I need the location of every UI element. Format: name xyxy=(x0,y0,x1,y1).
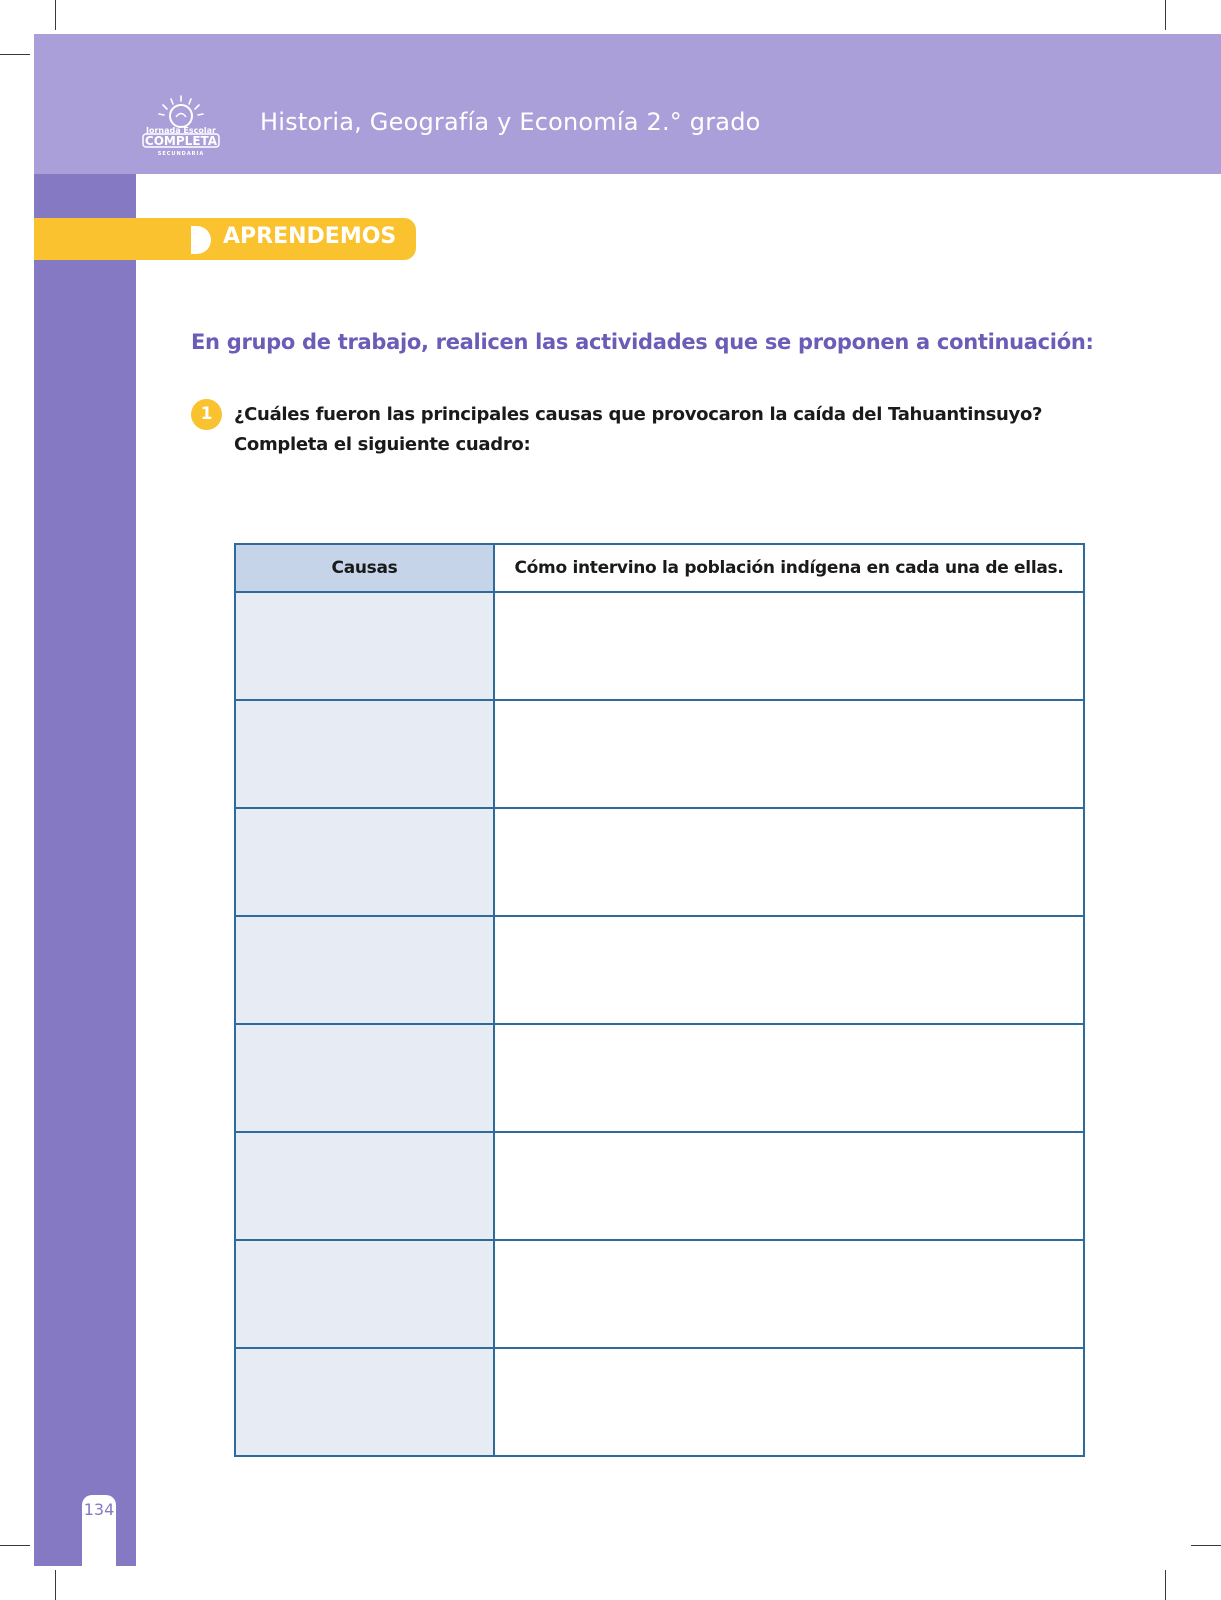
logo-line2: COMPLETA xyxy=(144,134,218,148)
causes-table xyxy=(234,543,1085,1457)
crop-mark xyxy=(1165,0,1166,30)
table-row xyxy=(235,1024,1084,1132)
cause-cell[interactable] xyxy=(235,1024,494,1132)
crop-mark xyxy=(0,54,30,55)
instruction-text: En grupo de trabajo, realicen las actividades que se proponen a continuación: xyxy=(191,330,1094,354)
question-text: ¿Cuáles fueron las principales causas que provocaron la caída del Tahuantinsuyo? Completa el siguiente cuadro: xyxy=(234,404,1043,455)
logo-line3: SECUNDARIA xyxy=(157,151,205,157)
table-row xyxy=(235,700,1084,808)
table-row xyxy=(235,1132,1084,1240)
table-row xyxy=(235,916,1084,1024)
jornada-escolar-completa-logo xyxy=(140,94,222,158)
answer-cell[interactable] xyxy=(494,1132,1084,1240)
answer-cell[interactable] xyxy=(494,1240,1084,1348)
column-header-causas: Causas xyxy=(235,544,494,592)
answer-cell[interactable] xyxy=(494,1024,1084,1132)
table-row xyxy=(235,592,1084,700)
crop-mark xyxy=(1165,1570,1166,1600)
answer-cell[interactable] xyxy=(494,916,1084,1024)
table-row xyxy=(235,808,1084,916)
crop-mark xyxy=(55,0,56,30)
page-header-title: Historia, Geografía y Economía 2.° grado xyxy=(260,108,761,136)
cause-cell[interactable] xyxy=(235,916,494,1024)
cause-cell[interactable] xyxy=(235,700,494,808)
answer-cell[interactable] xyxy=(494,700,1084,808)
cause-cell[interactable] xyxy=(235,1348,494,1456)
cause-cell[interactable] xyxy=(235,808,494,916)
answer-cell[interactable] xyxy=(494,592,1084,700)
answer-cell[interactable] xyxy=(494,808,1084,916)
table-row xyxy=(235,1348,1084,1456)
crop-mark xyxy=(1191,1545,1221,1546)
logo-line1: Jornada Escolar xyxy=(146,126,216,135)
cause-cell[interactable] xyxy=(235,592,494,700)
section-label: APRENDEMOS xyxy=(223,224,397,249)
crop-mark xyxy=(0,1545,30,1546)
table-row xyxy=(235,1240,1084,1348)
cause-cell[interactable] xyxy=(235,1240,494,1348)
answer-cell[interactable] xyxy=(494,1348,1084,1456)
side-bar xyxy=(34,174,136,1566)
causes-table-grid xyxy=(234,543,1085,1457)
page-number: 134 xyxy=(83,1500,115,1519)
column-header-intervencion: Cómo intervino la población indígena en cada una de ellas. xyxy=(494,544,1084,592)
cause-cell[interactable] xyxy=(235,1132,494,1240)
table-header-row xyxy=(235,544,1084,592)
crop-mark xyxy=(55,1570,56,1600)
question-number-badge: 1 xyxy=(191,399,222,430)
